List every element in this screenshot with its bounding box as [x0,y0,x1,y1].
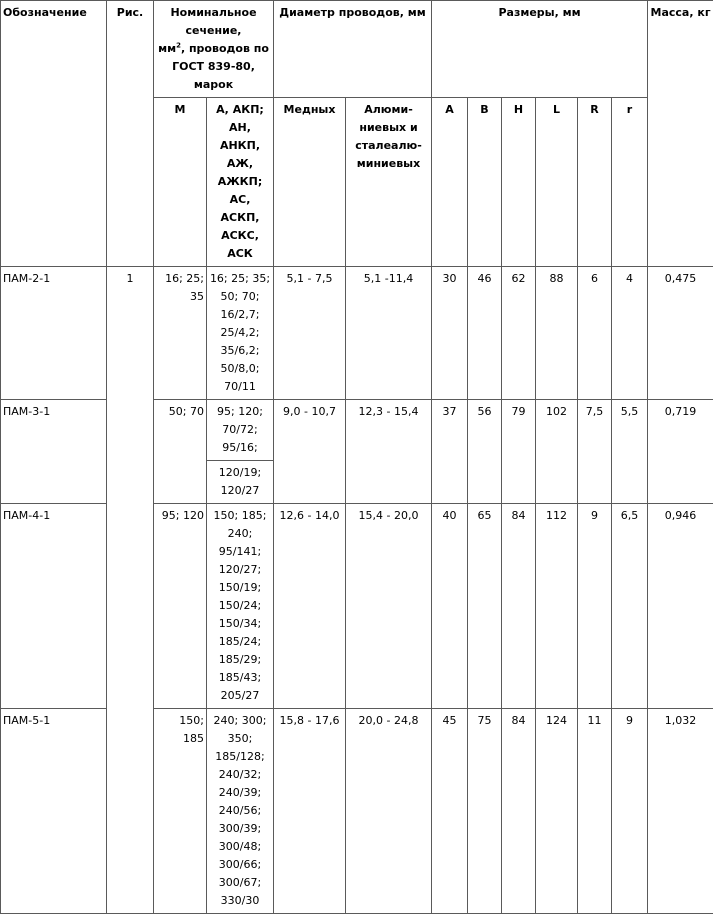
cell-dim-r: 11 [578,709,612,914]
cell-dim-l: 112 [536,504,578,709]
cell-aluminum: 15,4 - 20,0 [346,504,432,709]
cell-designation: ПАМ-5-1 [1,709,107,914]
cell-mass: 0,475 [648,267,713,400]
cell-mass: 1,032 [648,709,713,914]
header-copper: Медных [274,98,346,267]
cell-dim-a: 40 [432,504,468,709]
cell-designation: ПАМ-4-1 [1,504,107,709]
header-nominal-unit: мм [158,42,176,55]
cell-dim-r: 6 [578,267,612,400]
cell-dim-b: 56 [468,400,502,504]
cell-dim-r-small: 9 [612,709,648,914]
cell-mass: 0,719 [648,400,713,504]
header-dim-l: L [536,98,578,267]
header-dim-a: A [432,98,468,267]
header-nominal-superscript: 2 [176,41,181,49]
cell-aluminum: 12,3 - 15,4 [346,400,432,504]
cell-copper: 12,6 - 14,0 [274,504,346,709]
header-dim-b: B [468,98,502,267]
cell-brand-m: 150; 185 [154,709,207,914]
header-designation: Обозначение [1,1,107,267]
cell-dim-b: 75 [468,709,502,914]
cell-dim-r-small: 5,5 [612,400,648,504]
cell-dim-h: 84 [502,709,536,914]
cell-brand-a: 150; 185; 240; 95/141; 120/27; 150/19; 150/24; 150/34; 185/24; 185/29; 185/43; 205/27 [207,504,274,709]
table-row [1,267,713,400]
header-wire-diameter: Диаметр проводов, мм [274,1,432,98]
cell-dim-h: 84 [502,504,536,709]
cell-dim-r-small: 4 [612,267,648,400]
cell-aluminum: 20,0 - 24,8 [346,709,432,914]
header-dim-r-small: r [612,98,648,267]
header-figure: Рис. [107,1,154,267]
header-dimensions: Размеры, мм [432,1,648,98]
cell-copper: 9,0 - 10,7 [274,400,346,504]
table-row [1,400,713,461]
cell-brand-a: 95; 120; 70/72; 95/16; [207,400,274,461]
header-nominal-line1: Номинальное сечение, [170,6,256,37]
cell-dim-b: 46 [468,267,502,400]
header-mass: Масса, кг [648,1,713,267]
cell-dim-l: 124 [536,709,578,914]
cell-brand-a-extra: 120/19; 120/27 [207,461,274,504]
cell-dim-l: 102 [536,400,578,504]
header-nominal-line2: , проводов по ГОСТ 839-80, марок [172,42,269,91]
cell-dim-a: 30 [432,267,468,400]
header-dim-r: R [578,98,612,267]
cell-dim-r-small: 6,5 [612,504,648,709]
header-aluminum: Алюми-ниевых и сталеалю-миниевых [346,98,432,267]
cell-brand-a: 16; 25; 35; 50; 70; 16/2,7; 25/4,2; 35/6,2; 50/8,0; 70/11 [207,267,274,400]
cell-copper: 5,1 - 7,5 [274,267,346,400]
cell-dim-a: 45 [432,709,468,914]
cell-brand-m: 50; 70 [154,400,207,504]
cell-dim-h: 62 [502,267,536,400]
cell-brand-m: 95; 120 [154,504,207,709]
cell-figure-empty [107,400,154,914]
cell-designation: ПАМ-3-1 [1,400,107,504]
cell-dim-b: 65 [468,504,502,709]
cell-dim-l: 88 [536,267,578,400]
cell-figure: 1 [107,267,154,400]
cell-dim-r: 7,5 [578,400,612,504]
header-nominal-section [154,1,274,98]
cell-dim-h: 79 [502,400,536,504]
header-row-1 [1,1,713,98]
cell-aluminum: 5,1 -11,4 [346,267,432,400]
cell-dim-a: 37 [432,400,468,504]
cell-mass: 0,946 [648,504,713,709]
header-brand-a: А, АКП; АН, АНКП, АЖ, АЖКП; АС, АСКП, АСКС, АСК [207,98,274,267]
cell-brand-m: 16; 25; 35 [154,267,207,400]
header-dim-h: H [502,98,536,267]
cell-copper: 15,8 - 17,6 [274,709,346,914]
cell-designation: ПАМ-2-1 [1,267,107,400]
cell-dim-r: 9 [578,504,612,709]
cell-brand-a: 240; 300; 350; 185/128; 240/32; 240/39; 240/56; 300/39; 300/48; 300/66; 300/67; 330/30 [207,709,274,914]
header-brand-m: М [154,98,207,267]
